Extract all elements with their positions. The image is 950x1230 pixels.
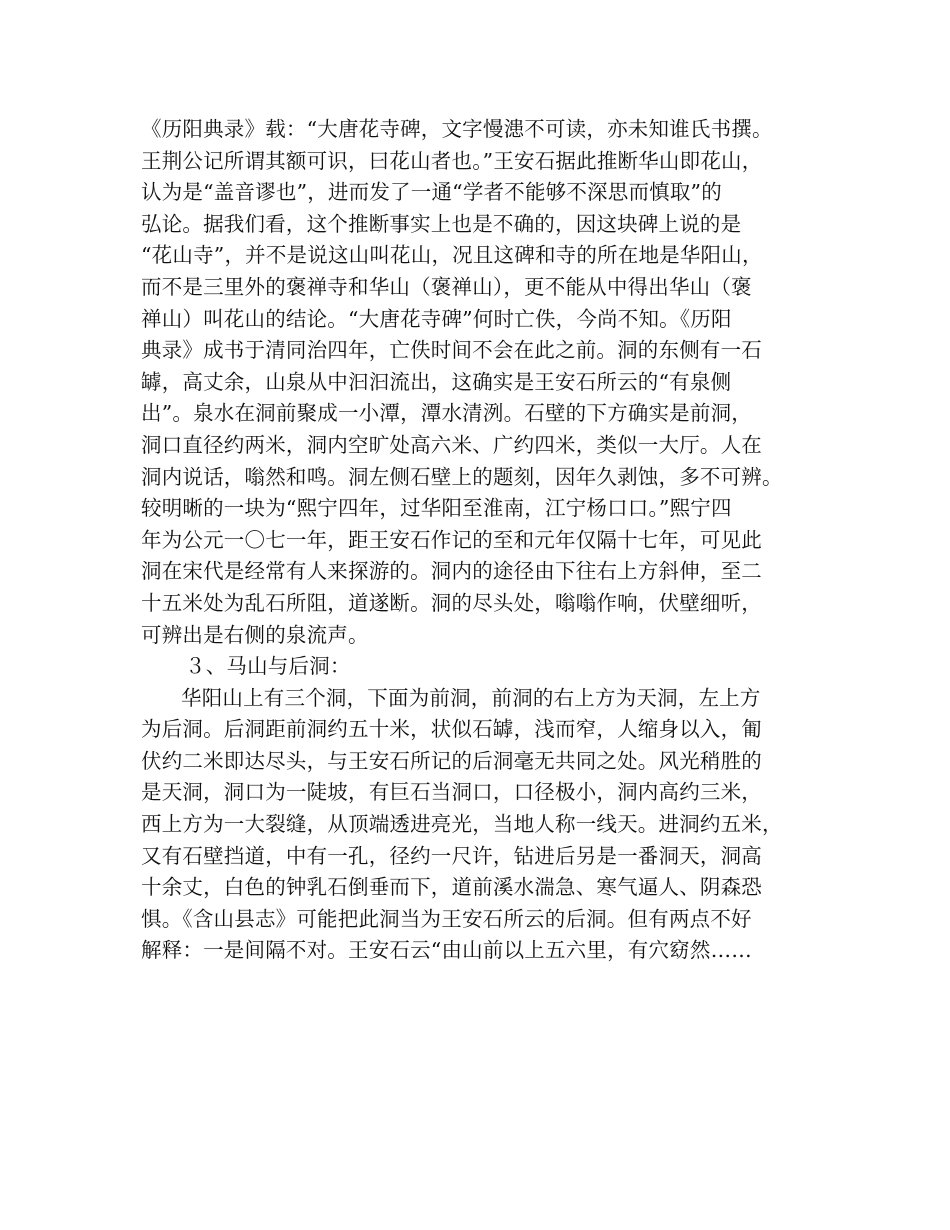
section-heading: ３、马山与后洞： <box>185 654 351 679</box>
paragraph-line: 又有石壁挡道，中有一孔，径约一尺许，钻进后另是一番洞天，洞高 <box>141 843 762 868</box>
paragraph-line: 出”。泉水在洞前聚成一小潭，潭水清洌。石壁的下方确实是前洞， <box>141 401 752 426</box>
paragraph-line: 而不是三里外的褒禅寺和华山（褒禅山），更不能从中得出华山（褒 <box>141 274 752 299</box>
paragraph-line: 是天洞，洞口为一陡坡，有巨石当洞口，口径极小，洞内高约三米， <box>141 780 762 805</box>
paragraph-line: 年为公元一〇七一年，距王安石作记的至和元年仅隔十七年，可见此 <box>141 527 762 552</box>
paragraph-line: 解释：一是间隔不对。王安石云“由山前以上五六里，有穴窈然…… <box>141 938 752 963</box>
paragraph-line: 十五米处为乱石所阻，道遂断。洞的尽头处，嗡嗡作响，伏壁细听， <box>141 590 762 615</box>
paragraph-line: 罅，高丈余，山泉从中汩汩流出，这确实是王安石所云的“有泉侧 <box>141 369 732 394</box>
paragraph-line: 《历阳典录》载：“大唐花寺碑，文字慢漶不可读，亦未知谁氏书撰。 <box>141 117 773 141</box>
paragraph-line: 可辨出是右侧的泉流声。 <box>141 622 369 647</box>
paragraph-line: 洞口直径约两米，洞内空旷处高六米、广约四米，类似一大厅。人在 <box>141 432 762 457</box>
paragraph-line: 伏约二米即达尽头，与王安石所记的后洞毫无共同之处。风光稍胜的 <box>141 748 762 773</box>
paragraph-line: 惧。《含山县志》可能把此洞当为王安石所云的后洞。但有两点不好 <box>141 906 752 931</box>
paragraph-line: 较明晰的一块为“熙宁四年，过华阳至淮南，江宁杨口口。”熙宁四 <box>141 496 732 521</box>
paragraph-line: 洞内说话，嗡然和鸣。洞左侧石壁上的题刻，因年久剥蚀，多不可辨。 <box>141 464 783 489</box>
paragraph-line: 西上方为一大裂缝，从顶端透进亮光，当地人称一线天。进洞约五米， <box>141 812 783 837</box>
paragraph-line: “花山寺”，并不是说这山叫花山，况且这碑和寺的所在地是华阳山， <box>141 243 763 268</box>
paragraph-line: 禅山）叫花山的结论。“大唐花寺碑”何时亡佚，今尚不知。《历阳 <box>141 306 732 331</box>
paragraph-line: 洞在宋代是经常有人来探游的。洞内的途径由下往右上方斜伸，至二 <box>141 559 762 584</box>
paragraph-line: 弘论。据我们看，这个推断事实上也是不确的，因这块碑上说的是 <box>141 211 742 236</box>
paragraph-line: 华阳山上有三个洞，下面为前洞，前洞的右上方为天洞，左上方 <box>181 685 761 710</box>
paragraph-line: 为后洞。后洞距前洞约五十米，状似石罅，浅而窄，人缩身以入，匍 <box>141 717 762 742</box>
paragraph-line: 认为是“盖音谬也”，进而发了一通“学者不能够不深思而慎取”的 <box>141 180 722 205</box>
document-body <box>141 114 841 967</box>
paragraph-line: 典录》成书于清同治四年，亡佚时间不会在此之前。洞的东侧有一石 <box>141 338 762 363</box>
paragraph-line: 十余丈，白色的钟乳石倒垂而下，道前溪水湍急、寒气逼人、阴森恐 <box>141 875 762 900</box>
paragraph-line: 王荆公记所谓其额可识，曰花山者也。”王安石据此推断华山即花山， <box>141 148 763 173</box>
